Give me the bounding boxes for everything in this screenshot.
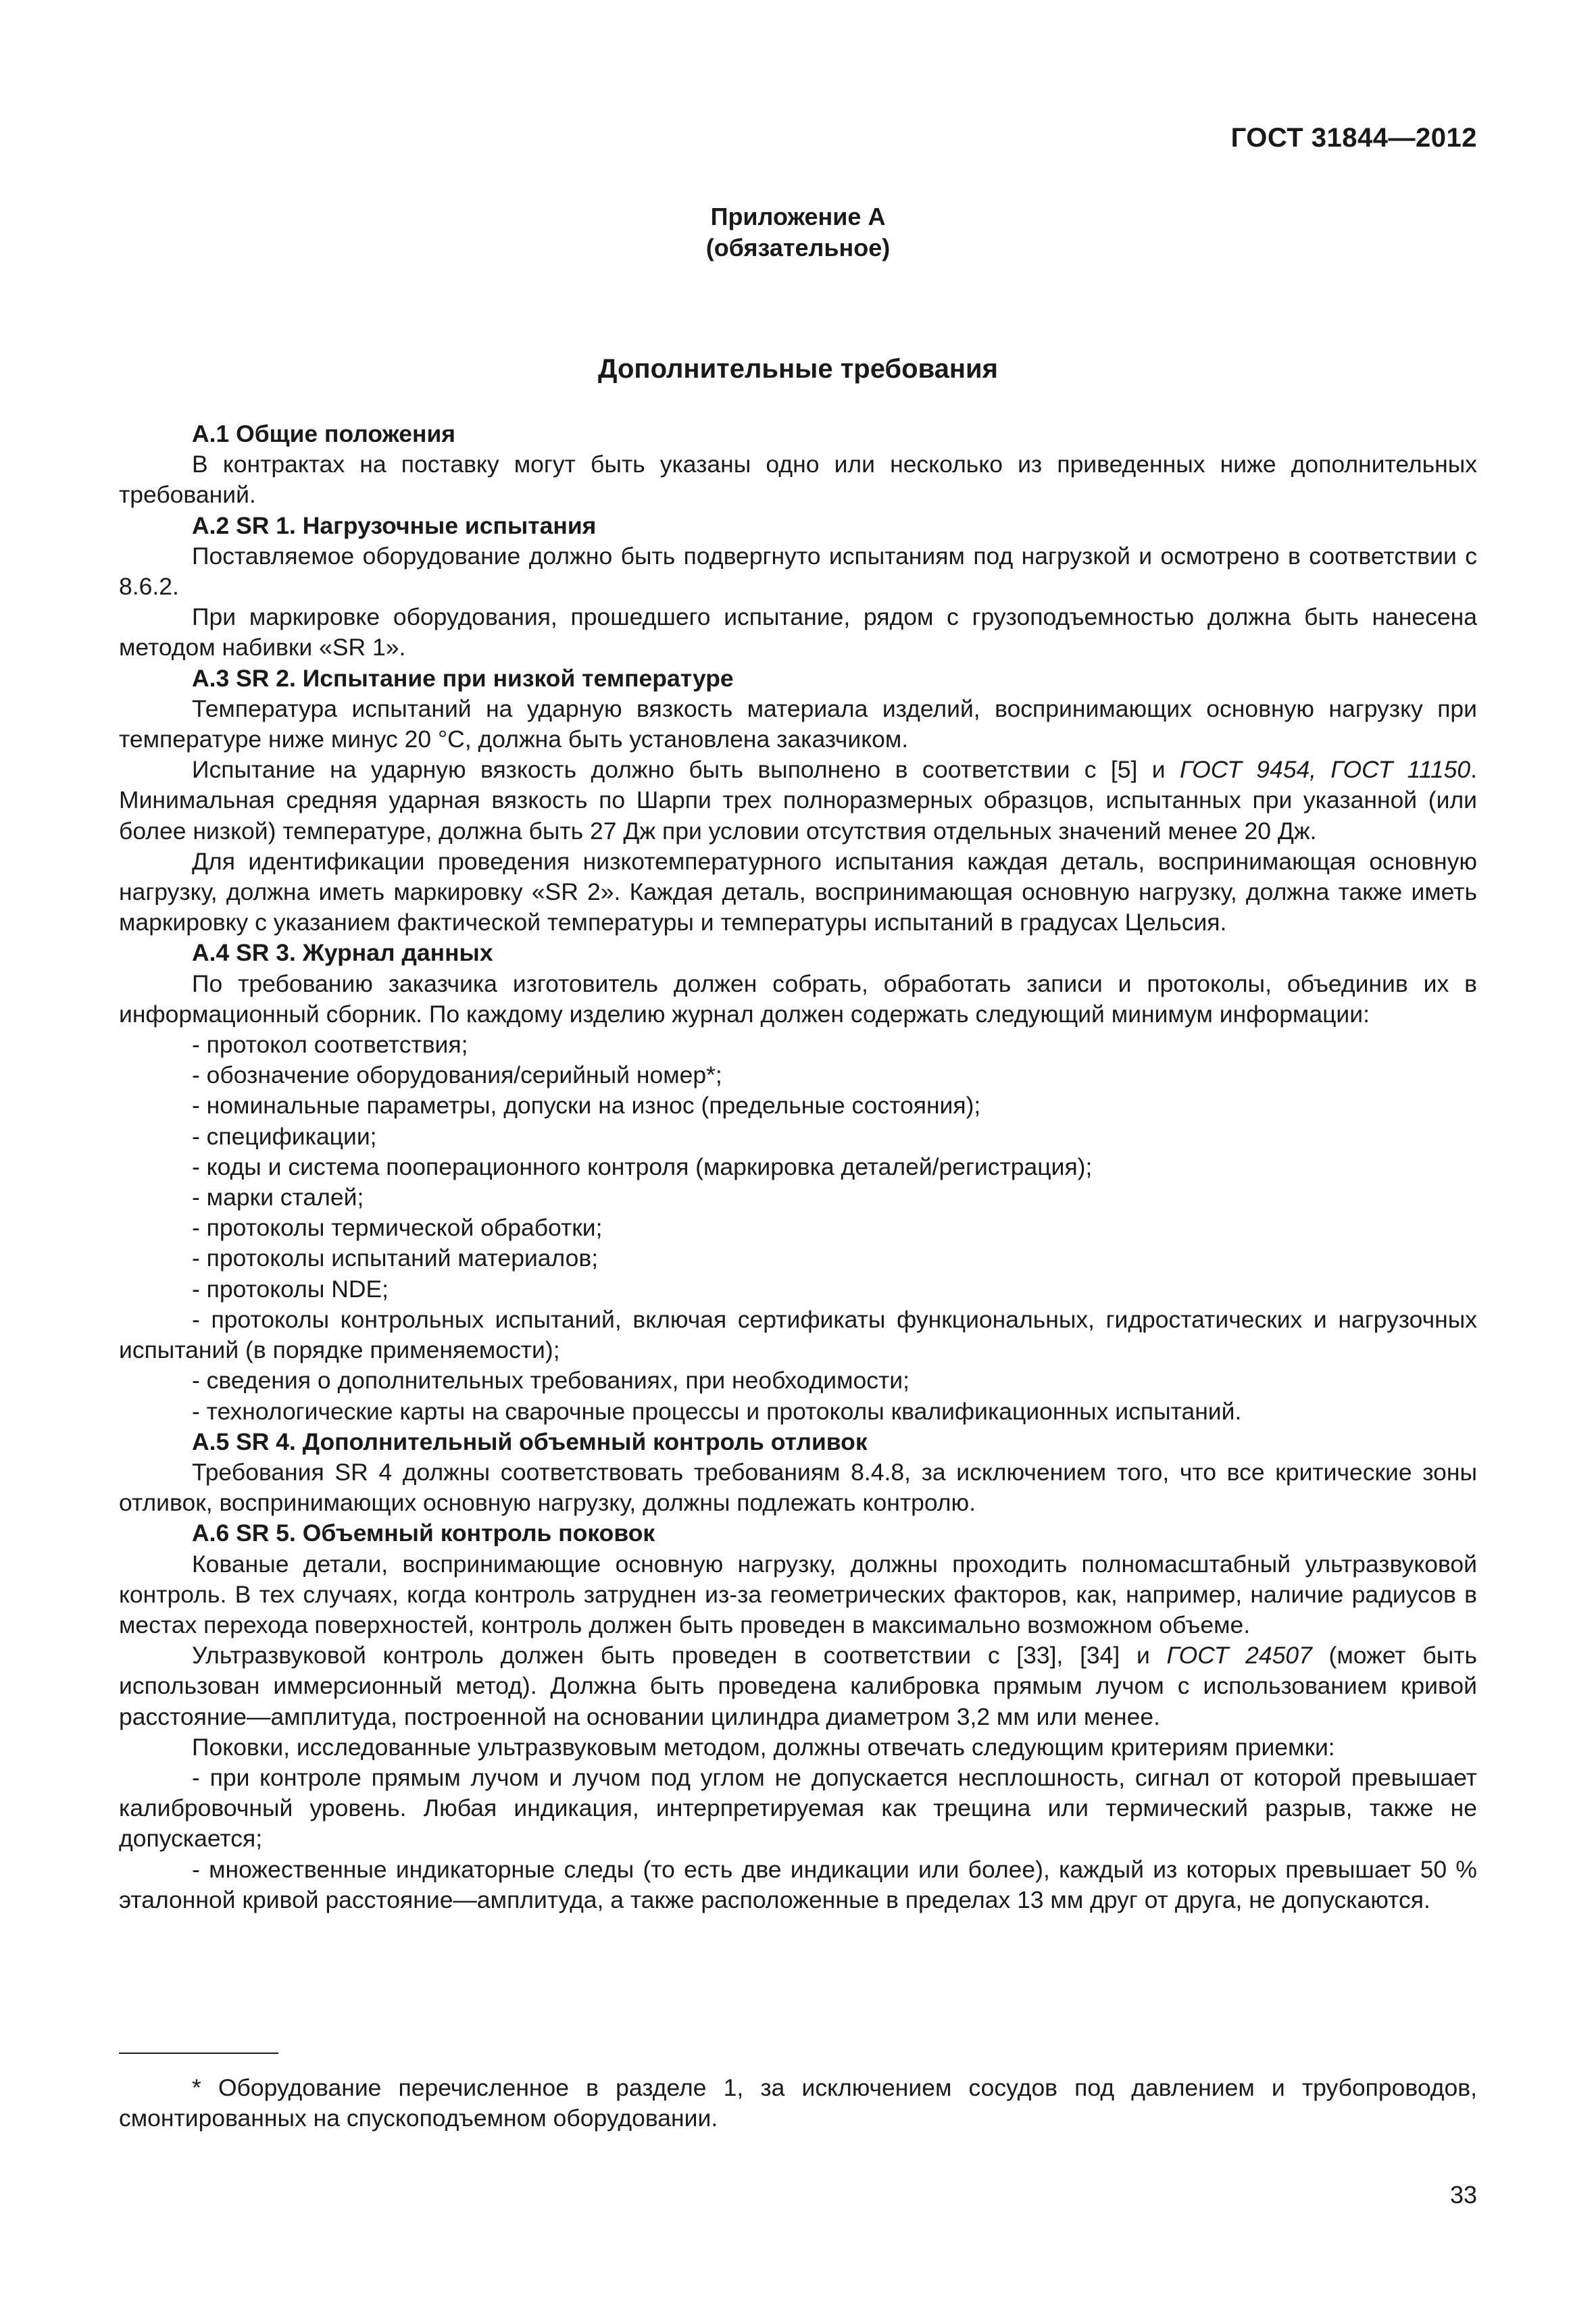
document-body <box>119 419 1477 1915</box>
list-item: - протокол соответствия; <box>192 1031 468 1059</box>
list-item: - протоколы NDE; <box>192 1275 389 1303</box>
annex-status: (обязательное) <box>705 234 891 261</box>
list-item: - коды и система пооперационного контроля (маркировка деталей/регистрация); <box>192 1153 1093 1180</box>
section-a2-paragraph-2: При маркировке оборудования, прошедшего испытание, рядом с грузоподъемностью должна быть нанесена методом набивки «SR 1». <box>119 603 1477 661</box>
section-a3-paragraph-3: Для идентификации проведения низкотемпературного испытания каждая деталь, воспринимающая основную нагрузку, должна иметь маркировку «SR 2». Каждая деталь, воспринимающая основную нагрузку, должна также иметь маркировку с указанием фактической температуры и температуры испытаний в градусах Цельсия. <box>119 847 1477 936</box>
annex-title: Приложение А <box>710 203 886 230</box>
section-a5-paragraph-1: Требования SR 4 должны соответствовать требованиям 8.4.8, за исключением того, что все критические зоны отливок, воспринимающих основную нагрузку, должны подлежать контролю. <box>119 1458 1477 1517</box>
document-number: ГОСТ 31844—2012 <box>1230 123 1477 153</box>
page-number: 33 <box>1449 2181 1477 2209</box>
list-item: - протоколы испытаний материалов; <box>192 1244 599 1272</box>
section-a3-paragraph-2-text-2: . Минимальная средняя ударная вязкость по Шарпи трех полноразмерных образцов, испытанных при указанной (или более низкой) температуре, должна быть 27 Дж при условии отсутствия отдельных значений менее 20 Дж. <box>119 756 1477 845</box>
section-a1-heading: А.1 Общие положения <box>192 420 455 447</box>
list-item: - марки сталей; <box>192 1184 364 1211</box>
list-item: - технологические карты на сварочные процессы и протоколы квалификационных испытаний. <box>192 1397 1242 1425</box>
section-a3-paragraph-2 <box>119 755 1477 847</box>
section-a2-heading: А.2 SR 1. Нагрузочные испытания <box>192 511 597 539</box>
section-a3-standard-refs: ГОСТ 9454, ГОСТ 11150 <box>1179 756 1471 784</box>
footnote: * Оборудование перечисленное в разделе 1, за исключением сосудов под давлением и трубопроводов, смонтированных на спускоподъемном оборудовании. <box>119 2074 1477 2132</box>
section-a3-paragraph-2-text-1: Испытание на ударную вязкость должно быть выполнено в соответствии с [5] и <box>192 756 1180 784</box>
section-a6-standard-ref: ГОСТ 24507 <box>1166 1642 1312 1669</box>
section-a3-heading: А.3 SR 2. Испытание при низкой температуре <box>192 664 734 692</box>
list-item: - номинальные параметры, допуски на износ (предельные состояния); <box>192 1092 981 1120</box>
section-a4-heading: А.4 SR 3. Журнал данных <box>192 939 493 967</box>
annex-heading <box>0 201 1596 263</box>
main-title: Дополнительные требования <box>598 354 998 384</box>
list-item: - обозначение оборудования/серийный номер*; <box>192 1061 722 1089</box>
section-a6-paragraph-5: - множественные индикаторные следы (то есть две индикации или более), каждый из которых превышает 50 % эталонной кривой расстояние—амплитуда, а также расположенные в пределах 13 мм друг от друга, не допускаются. <box>119 1855 1477 1913</box>
section-a6-heading: А.6 SR 5. Объемный контроль поковок <box>192 1519 655 1547</box>
list-item: - сведения о дополнительных требованиях, при необходимости; <box>192 1367 909 1394</box>
section-a6-paragraph-1: Кованые детали, воспринимающие основную нагрузку, должны проходить полномасштабный ультразвуковой контроль. В тех случаях, когда контроль затруднен из-за геометрических факторов, как, например, наличие радиусов в местах перехода поверхностей, контроль должен быть проведен в максимально возможном объеме. <box>119 1550 1477 1638</box>
section-a5-heading: А.5 SR 4. Дополнительный объемный контроль отливок <box>192 1428 868 1455</box>
list-item: - протоколы термической обработки; <box>192 1214 603 1242</box>
section-a6-paragraph-4: - при контроле прямым лучом и лучом под углом не допускается несплошность, сигнал от которой превышает калибровочный уровень. Любая индикация, интерпретируемая как трещина или термический разрыв, также не допускается; <box>119 1763 1477 1853</box>
section-a3-paragraph-1: Температура испытаний на ударную вязкость материала изделий, воспринимающих основную нагрузку при температуре ниже минус 20 °С, должна быть установлена заказчиком. <box>119 695 1477 753</box>
section-a6-paragraph-2-text-2: (может быть использован иммерсионный метод). Должна быть проведена калибровка прямым лучом с использованием кривой расстояние—амплитуда, построенной на основании цилиндра диаметром 3,2 мм или менее. <box>119 1642 1478 1730</box>
list-item: - протоколы контрольных испытаний, включая сертификаты функциональных, гидростатических и нагрузочных испытаний (в порядке применяемости); <box>119 1305 1477 1364</box>
section-a6-paragraph-2-text-1: Ультразвуковой контроль должен быть проведен в соответствии с [33], [34] и <box>192 1642 1167 1669</box>
section-a2-paragraph-1: Поставляемое оборудование должно быть подвергнуто испытаниям под нагрузкой и осмотрено в соответствии с 8.6.2. <box>119 542 1477 601</box>
section-a4-paragraph-1: По требованию заказчика изготовитель должен собрать, обработать записи и протоколы, объединив их в информационный сборник. По каждому изделию журнал должен содержать следующий минимум информации: <box>119 970 1477 1028</box>
list-item: - спецификации; <box>192 1122 377 1150</box>
section-a6-paragraph-3: Поковки, исследованные ультразвуковым методом, должны отвечать следующим критериям приемки: <box>192 1733 1335 1761</box>
section-a1-paragraph: В контрактах на поставку могут быть указаны одно или несколько из приведенных ниже дополнительных требований. <box>119 451 1477 509</box>
section-a6-paragraph-2 <box>119 1640 1477 1732</box>
footnote-divider <box>119 2053 278 2054</box>
